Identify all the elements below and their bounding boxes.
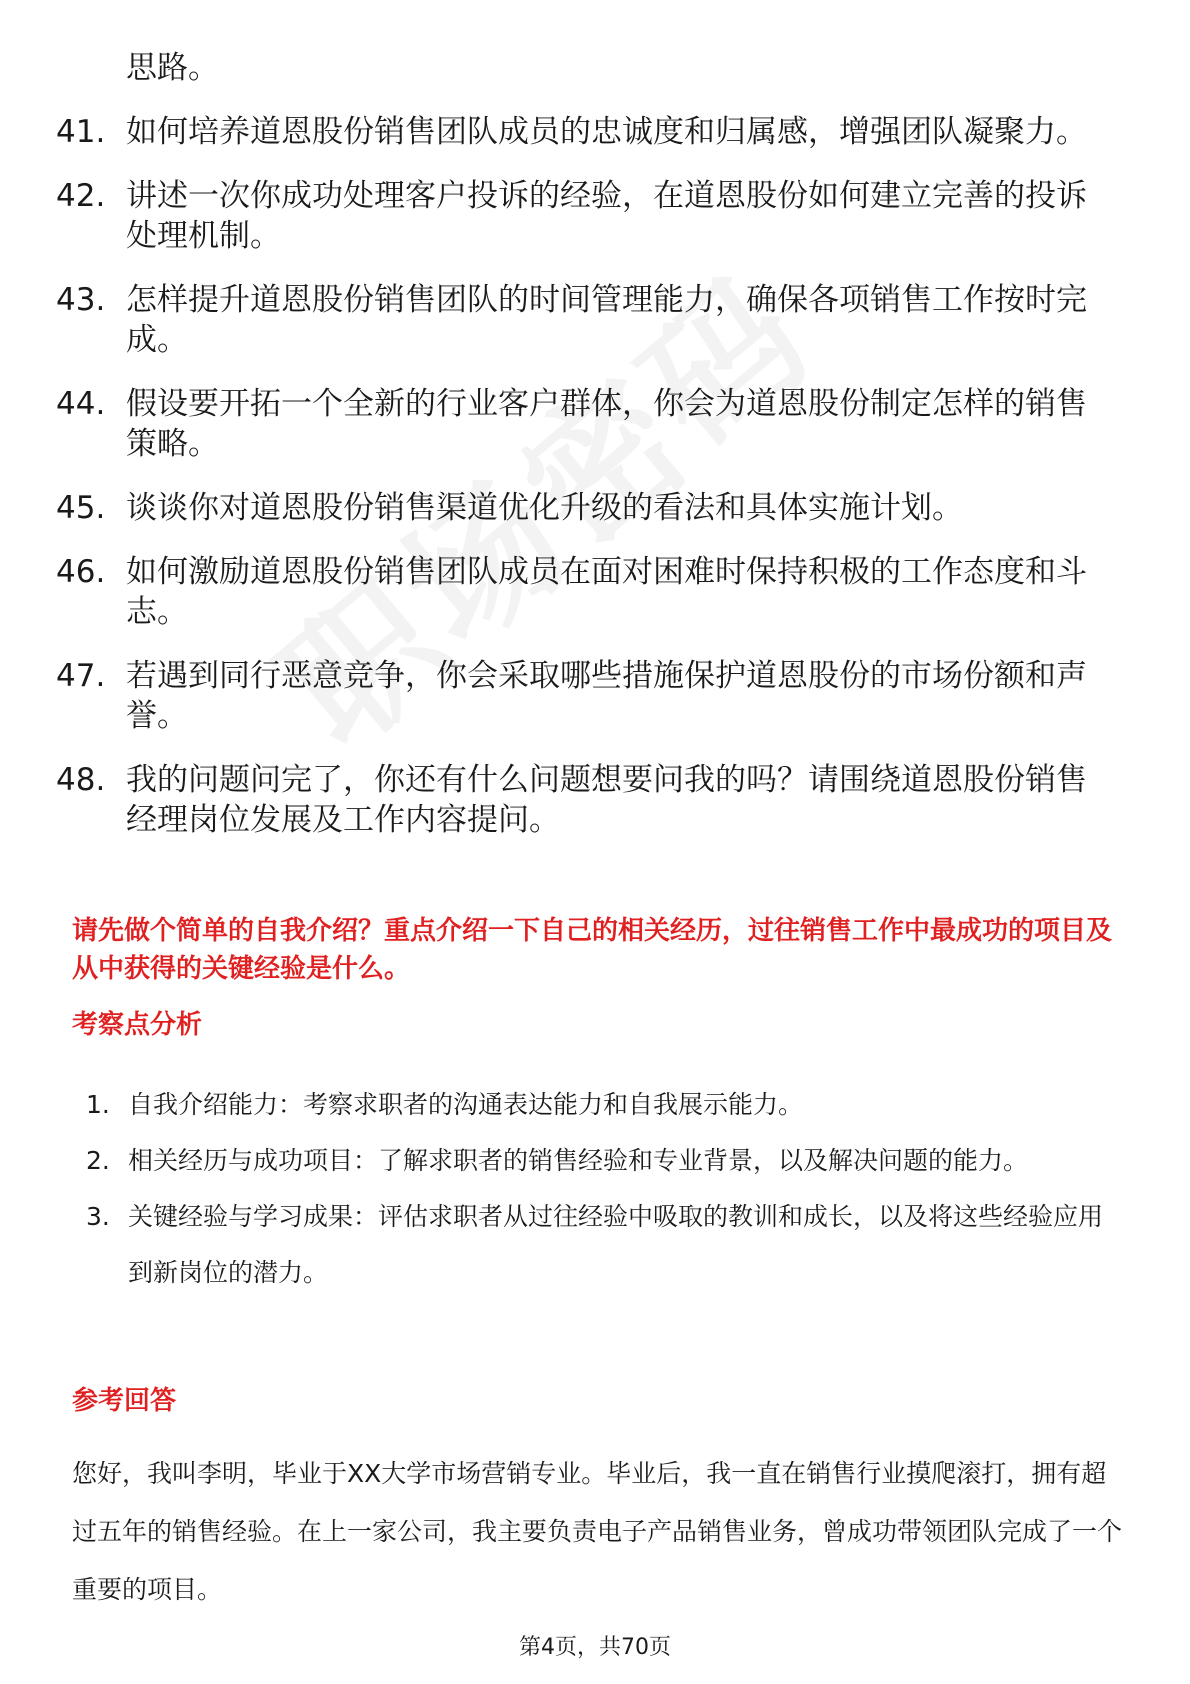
point-text: 自我介绍能力：考察求职者的沟通表达能力和自我展示能力。 (128, 1090, 804, 1119)
answer-heading: 参考回答 (72, 1386, 177, 1416)
question-number: 45. (56, 490, 106, 526)
question-number: 42. (56, 178, 106, 214)
question-text: 谈谈你对道恩股份销售渠道优化升级的看法和具体实施计划。 (126, 490, 963, 526)
answer-text: 您好，我叫李明，毕业于XX大学市场营销专业。毕业后，我一直在销售行业摸爬滚打，拥有超过五年的销售经验。在上一家公司，我主要负责电子产品销售业务，曾成功带领团队完成了一个重要的项目。 (72, 1459, 1123, 1604)
point-number: 1. (86, 1090, 110, 1119)
point-text: 相关经历与成功项目：了解求职者的销售经验和专业背景，以及解决问题的能力。 (128, 1146, 1029, 1175)
list-item (56, 488, 1116, 528)
list-item (86, 1189, 1122, 1301)
question-text: 如何激励道恩股份销售团队成员在面对困难时保持积极的工作态度和斗志。 (126, 554, 1087, 630)
point-number: 3. (86, 1202, 110, 1231)
question-text: 怎样提升道恩股份销售团队的时间管理能力，确保各项销售工作按时完成。 (126, 282, 1087, 358)
highlight-question: 请先做个简单的自我介绍？重点介绍一下自己的相关经历，过往销售工作中最成功的项目及从中获得的关键经验是什么。 (72, 916, 1113, 984)
analysis-heading: 考察点分析 (72, 1010, 203, 1040)
continuation-text: 思路。 (126, 50, 219, 86)
question-number: 47. (56, 658, 106, 694)
list-item (56, 760, 1116, 840)
question-text: 若遇到同行恶意竞争，你会采取哪些措施保护道恩股份的市场份额和声誉。 (126, 658, 1087, 734)
list-item (56, 280, 1116, 360)
question-number: 44. (56, 386, 106, 422)
question-text: 如何培养道恩股份销售团队成员的忠诚度和归属感，增强团队凝聚力。 (126, 114, 1087, 150)
question-number: 41. (56, 114, 106, 150)
question-list (56, 112, 1116, 864)
page-footer: 第4页，共70页 (519, 1635, 671, 1660)
point-text: 关键经验与学习成果：评估求职者从过往经验中吸取的教训和成长，以及将这些经验应用到新岗位的潜力。 (128, 1202, 1104, 1287)
question-text: 假设要开拓一个全新的行业客户群体，你会为道恩股份制定怎样的销售策略。 (126, 386, 1087, 462)
list-item (56, 384, 1116, 464)
question-number: 43. (56, 282, 106, 318)
point-number: 2. (86, 1146, 110, 1175)
list-item (56, 176, 1116, 256)
list-item (56, 552, 1116, 632)
list-item (56, 112, 1116, 152)
list-item (86, 1077, 1122, 1133)
list-item (86, 1133, 1122, 1189)
question-number: 48. (56, 762, 106, 798)
question-text: 讲述一次你成功处理客户投诉的经验，在道恩股份如何建立完善的投诉处理机制。 (126, 178, 1087, 254)
question-text: 我的问题问完了，你还有什么问题想要问我的吗？请围绕道恩股份销售经理岗位发展及工作内容提问。 (126, 762, 1087, 838)
question-number: 46. (56, 554, 106, 590)
analysis-list (86, 1077, 1122, 1301)
list-item (56, 656, 1116, 736)
